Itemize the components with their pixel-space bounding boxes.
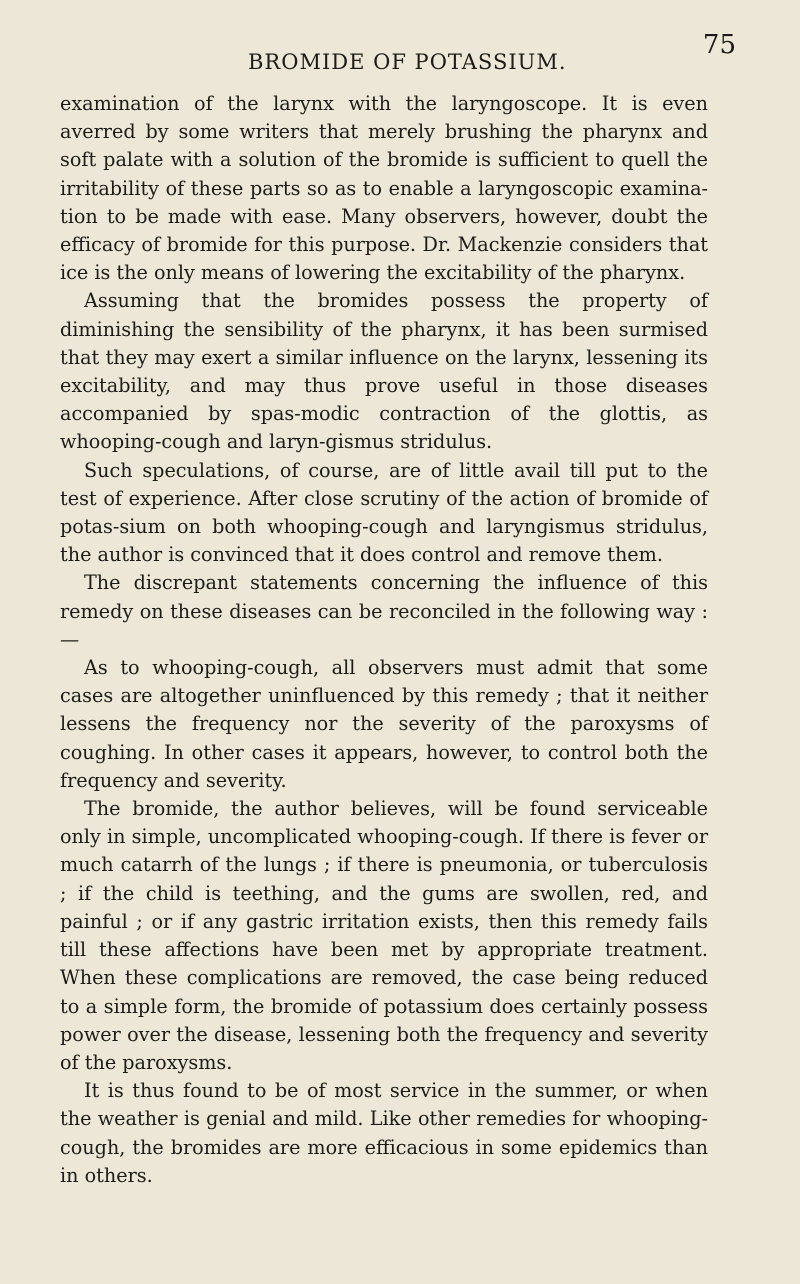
paragraph: The bromide, the author believes, will be found serviceable only in simple, uncomplicated whooping-cough. If there is fever or much catarrh of the lungs ; if there is pneumonia, or tuberculosis ; if the child is teething, and the gums are swollen, red, and painful ; or if any gastric irritation exists, then this remedy fails till these affections have been met by appropriate treatment. When these complications are removed, the case being reduced to a simple form, the bromide of potassium does certainly possess power over the disease, lessening both the frequency and severity of the paroxysms. — [60, 797, 708, 1074]
page-number: 75 — [702, 30, 736, 60]
paragraph: Assuming that the bromides possess the property of diminishing the sensibility of the pharynx, it has been surmised that they may exert a similar influence on the larynx, lessening its excitability, and may thus prove useful in those diseases accompanied by spas-modic contraction of the glottis, as whooping-cough and laryn-gismus stridulus. — [60, 289, 708, 454]
running-head — [60, 0, 736, 90]
paragraph: It is thus found to be of most service in the summer, or when the weather is genial and mild. Like other remedies for whooping-cough, the bromides are more efficacious in some epidemics than in others. — [60, 1079, 708, 1187]
paragraph-continued: examination of the larynx with the laryngoscope. It is even averred by some writers that merely brushing the pharynx and soft palate with a solution of the bromide is sufficient to quell the irritability of these parts so as to enable a laryngoscopic examina-tion to be made with ease. Many observers, however, doubt the efficacy of bromide for this purpose. Dr. Mackenzie considers that ice is the only means of lowering the excitability of the pharynx. — [60, 92, 708, 285]
paragraph: As to whooping-cough, all observers must admit that some cases are altogether uninfluenced by this remedy ; that it neither lessens the frequency nor the severity of the paroxysms of coughing. In other cases it appears, however, to control both the frequency and severity. — [60, 656, 708, 792]
body-text — [60, 90, 708, 1190]
paragraph: Such speculations, of course, are of little avail till put to the test of experience. After close scrutiny of the action of bromide of potas-sium on both whooping-cough and laryngismus stridulus, the author is convinced that it does control and remove them. — [60, 458, 708, 567]
running-title: BROMIDE OF POTASSIUM. — [248, 50, 567, 74]
paragraph: The discrepant statements concerning the influence of this remedy on these diseases can be reconciled in the following way :— — [60, 571, 708, 651]
